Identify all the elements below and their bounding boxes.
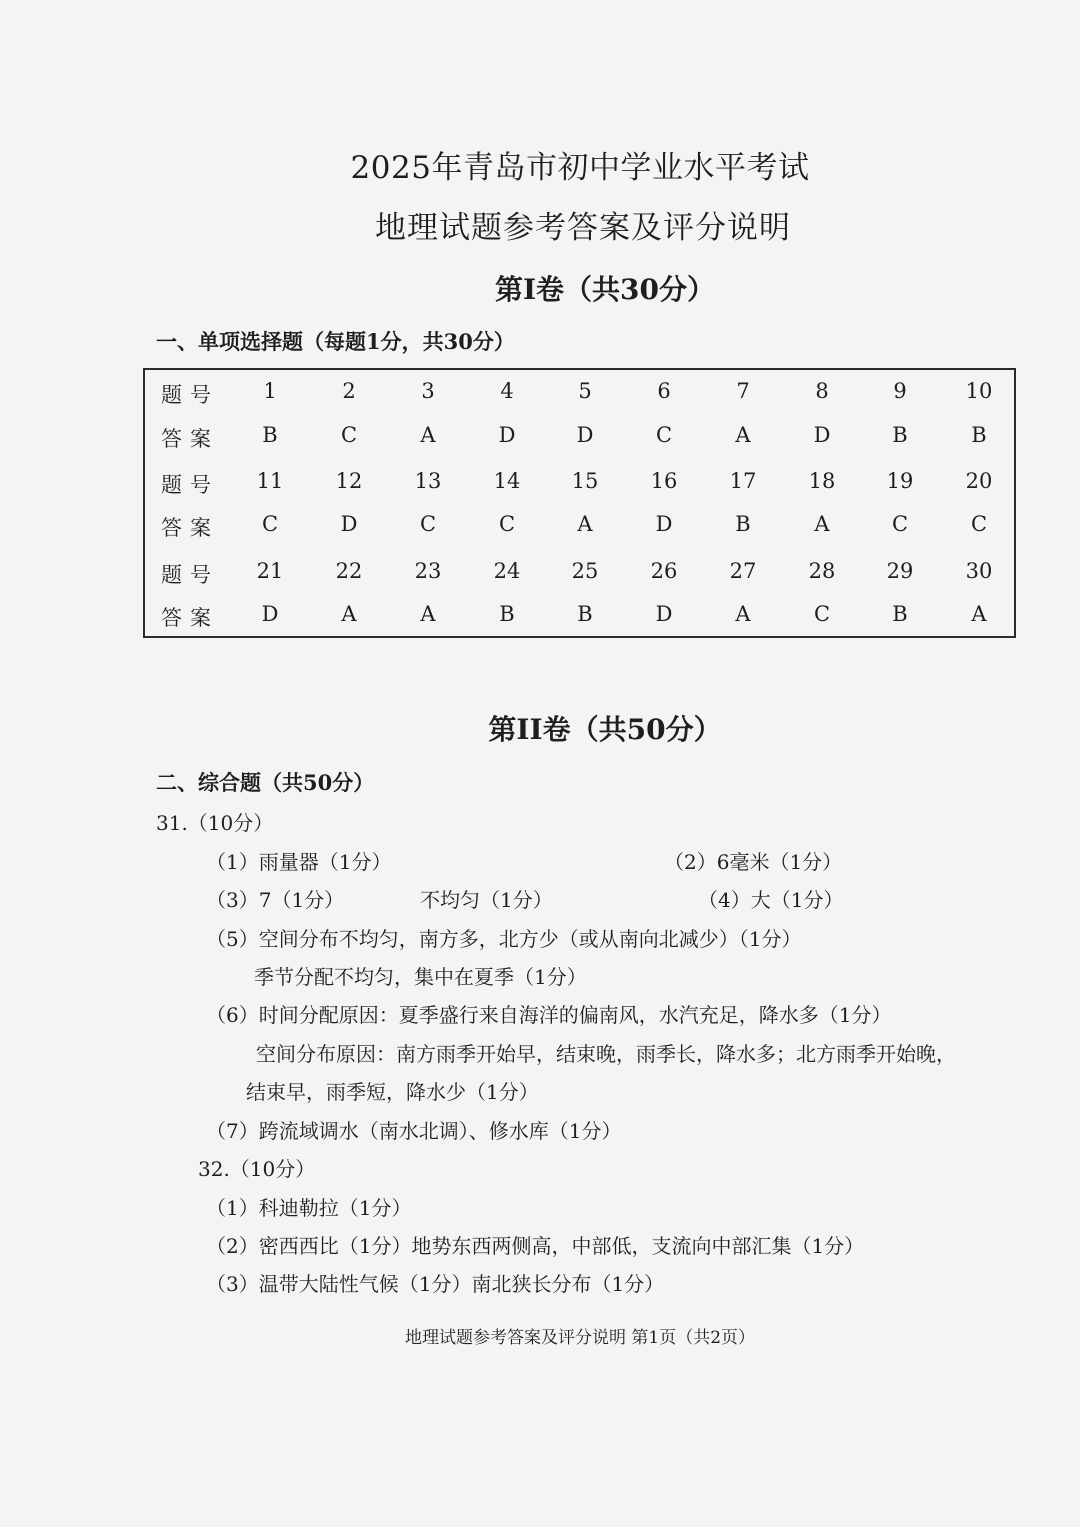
answer-cell: A	[341, 602, 357, 626]
answer-cell: B	[892, 602, 908, 626]
answer-cell: C	[813, 602, 831, 626]
question-number-cell: 23	[414, 559, 442, 583]
question-number-cell: 13	[414, 469, 442, 493]
answer-cell: A	[577, 512, 593, 536]
q31-answer-1: （1）雨量器（1分）	[206, 850, 392, 874]
question-number-cell: 21	[256, 559, 284, 583]
question-number-cell: 4	[500, 379, 514, 403]
question-number-cell: 30	[965, 559, 993, 583]
answer-cell: A	[971, 602, 987, 626]
q32-answer-3: （3）温带大陆性气候（1分）南北狭长分布（1分）	[206, 1272, 665, 1296]
row-label-question: 题号	[161, 383, 219, 407]
q32-label: 32.（10分）	[198, 1157, 316, 1181]
answer-cell: A	[735, 602, 751, 626]
question-number-cell: 14	[493, 469, 521, 493]
q32-answer-2: （2）密西西比（1分）地势东西两侧高，中部低，支流向中部汇集（1分）	[206, 1234, 865, 1258]
answer-cell: C	[261, 512, 279, 536]
answer-cell: C	[340, 423, 358, 447]
question-number-cell: 7	[736, 379, 750, 403]
answer-cell: A	[420, 423, 436, 447]
answer-cell: B	[892, 423, 908, 447]
answer-cell: C	[498, 512, 516, 536]
answer-cell: D	[498, 423, 516, 447]
question-number-cell: 19	[886, 469, 914, 493]
question-number-cell: 27	[729, 559, 757, 583]
answer-cell: D	[655, 512, 673, 536]
answer-cell: B	[971, 423, 987, 447]
answer-cell: A	[814, 512, 830, 536]
row-label-answer: 答案	[161, 427, 219, 451]
question-number-cell: 16	[650, 469, 678, 493]
exam-title: 2025年青岛市初中学业水平考试	[350, 150, 810, 186]
answer-cell: B	[262, 423, 278, 447]
answer-cell: C	[970, 512, 988, 536]
answer-cell: A	[420, 602, 436, 626]
question-number-cell: 25	[571, 559, 599, 583]
answer-cell: B	[577, 602, 593, 626]
question-number-cell: 2	[342, 379, 356, 403]
q31-answer-2: （2）6毫米（1分）	[664, 850, 843, 874]
question-number-cell: 24	[493, 559, 521, 583]
question-number-cell: 29	[886, 559, 914, 583]
question-number-cell: 8	[815, 379, 829, 403]
answer-cell: C	[655, 423, 673, 447]
question-number-cell: 9	[893, 379, 907, 403]
section-two-title: 二、综合题（共50分）	[156, 770, 375, 795]
page-footer: 地理试题参考答案及评分说明 第1页（共2页）	[404, 1328, 756, 1348]
question-number-cell: 6	[657, 379, 671, 403]
question-number-cell: 20	[965, 469, 993, 493]
question-number-cell: 11	[256, 469, 284, 493]
answer-cell: D	[340, 512, 358, 536]
answer-cell: D	[813, 423, 831, 447]
q32-answer-1: （1）科迪勒拉（1分）	[206, 1196, 412, 1220]
answer-cell: B	[735, 512, 751, 536]
answer-cell: D	[655, 602, 673, 626]
q31-label: 31.（10分）	[156, 811, 274, 835]
volume-one-heading: 第I卷（共30分）	[494, 273, 716, 306]
q31-answer-6-line2: 空间分布原因：南方雨季开始早，结束晚，雨季长，降水多；北方雨季开始晚，	[256, 1042, 956, 1066]
question-number-cell: 3	[421, 379, 435, 403]
question-number-cell: 5	[578, 379, 592, 403]
answer-table	[143, 368, 1016, 638]
question-number-cell: 17	[729, 469, 757, 493]
answer-cell: D	[261, 602, 279, 626]
question-number-cell: 26	[650, 559, 678, 583]
answer-cell: C	[891, 512, 909, 536]
section-one-title: 一、单项选择题（每题1分，共30分）	[156, 329, 515, 354]
row-label-question: 题号	[161, 563, 219, 587]
q31-answer-6-line1: （6）时间分配原因：夏季盛行来自海洋的偏南风，水汽充足，降水多（1分）	[206, 1003, 892, 1027]
question-number-cell: 28	[808, 559, 836, 583]
answer-cell: A	[735, 423, 751, 447]
answer-cell: C	[419, 512, 437, 536]
volume-two-heading: 第II卷（共50分）	[488, 713, 722, 746]
question-number-cell: 1	[263, 379, 277, 403]
question-number-cell: 22	[335, 559, 363, 583]
question-number-cell: 12	[335, 469, 363, 493]
q31-answer-3b: 不均匀（1分）	[420, 888, 553, 912]
answer-cell: D	[576, 423, 594, 447]
q31-answer-4: （4）大（1分）	[698, 888, 844, 912]
row-label-question: 题号	[161, 473, 219, 497]
q31-answer-7: （7）跨流域调水（南水北调）、修水库（1分）	[206, 1119, 622, 1143]
question-number-cell: 15	[571, 469, 599, 493]
row-label-answer: 答案	[161, 606, 219, 630]
document-subtitle: 地理试题参考答案及评分说明	[375, 210, 791, 246]
q31-answer-5-line1: （5）空间分布不均匀，南方多，北方少（或从南向北减少）（1分）	[206, 927, 802, 951]
q31-answer-5-line2: 季节分配不均匀，集中在夏季（1分）	[254, 965, 587, 989]
q31-answer-6-line3: 结束早，雨季短，降水少（1分）	[246, 1080, 539, 1104]
question-number-cell: 18	[808, 469, 836, 493]
q31-answer-3a: （3）7（1分）	[206, 888, 345, 912]
answer-cell: B	[499, 602, 515, 626]
question-number-cell: 10	[965, 379, 993, 403]
row-label-answer: 答案	[161, 516, 219, 540]
